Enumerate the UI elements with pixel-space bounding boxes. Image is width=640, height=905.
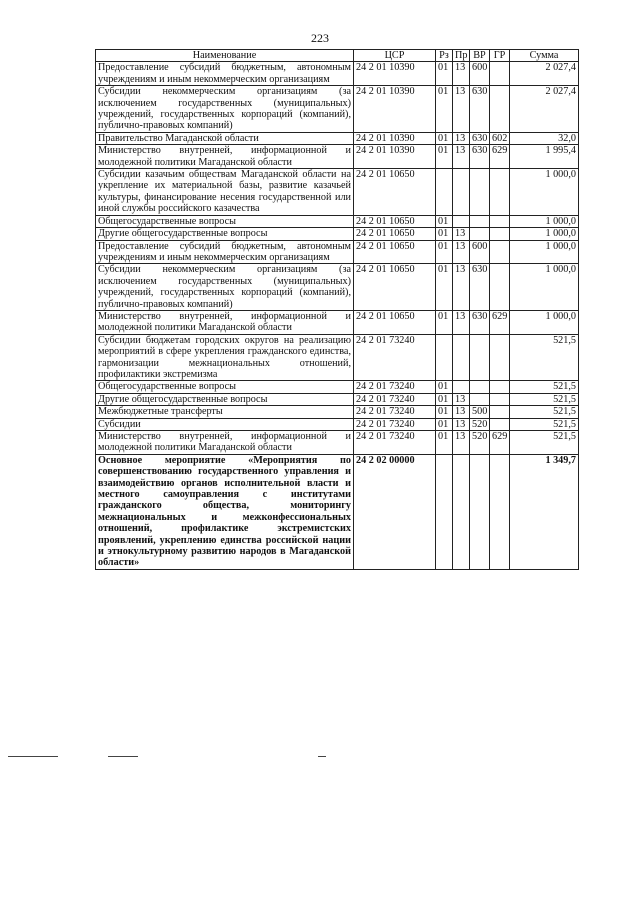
cell-rz: 01	[436, 418, 453, 430]
cell-rz: 01	[436, 145, 453, 169]
cell-vr	[470, 228, 490, 240]
cell-gr	[490, 62, 510, 86]
cell-vr: 630	[470, 145, 490, 169]
cell-pr: 13	[453, 431, 470, 455]
cell-sum: 1 995,4	[510, 145, 579, 169]
cell-vr	[470, 334, 490, 381]
cell-vr	[470, 393, 490, 405]
cell-csr: 24 2 01 10650	[354, 169, 436, 216]
cell-vr: 520	[470, 418, 490, 430]
cell-pr	[453, 454, 470, 569]
cell-gr: 629	[490, 431, 510, 455]
cell-csr: 24 2 01 73240	[354, 393, 436, 405]
cell-pr: 13	[453, 145, 470, 169]
cell-name: Предоставление субсидий бюджетным, автономным учреждениям и иным некоммерческим организациям	[96, 240, 354, 264]
cell-rz	[436, 334, 453, 381]
cell-gr: 602	[490, 132, 510, 144]
cell-sum: 521,5	[510, 334, 579, 381]
table-row	[96, 310, 579, 334]
cell-vr	[470, 454, 490, 569]
cell-csr: 24 2 01 73240	[354, 334, 436, 381]
cell-sum: 1 000,0	[510, 215, 579, 227]
cell-vr: 600	[470, 240, 490, 264]
budget-table	[95, 49, 579, 570]
cell-name: Другие общегосударственные вопросы	[96, 393, 354, 405]
cell-pr: 13	[453, 310, 470, 334]
table-row	[96, 228, 579, 240]
cell-gr	[490, 215, 510, 227]
cell-csr: 24 2 01 10390	[354, 145, 436, 169]
cell-pr	[453, 334, 470, 381]
cell-vr: 520	[470, 431, 490, 455]
cell-name: Субсидии некоммерческим организациям (за исключением государственных (муниципальных) учреждений, государственных корпораций (компаний), публично-правовых компаний)	[96, 264, 354, 311]
cell-name: Министерство внутренней, информационной и молодежной политики Магаданской области	[96, 310, 354, 334]
table-row	[96, 431, 579, 455]
table-row	[96, 454, 579, 569]
table-row	[96, 86, 579, 133]
cell-rz: 01	[436, 215, 453, 227]
table-row	[96, 145, 579, 169]
cell-pr: 13	[453, 132, 470, 144]
cell-csr: 24 2 01 73240	[354, 418, 436, 430]
table-row	[96, 406, 579, 418]
cell-sum: 1 349,7	[510, 454, 579, 569]
cell-name: Общегосударственные вопросы	[96, 215, 354, 227]
footer-rule	[318, 756, 326, 757]
page-number: 223	[311, 31, 329, 45]
table-row	[96, 381, 579, 393]
table-body	[96, 62, 579, 569]
cell-gr	[490, 240, 510, 264]
cell-rz: 01	[436, 86, 453, 133]
header-name: Наименование	[96, 50, 354, 62]
cell-csr: 24 2 01 10650	[354, 310, 436, 334]
table-row	[96, 169, 579, 216]
header-csr: ЦСР	[354, 50, 436, 62]
footer-rule	[108, 756, 138, 757]
cell-gr	[490, 418, 510, 430]
cell-vr: 500	[470, 406, 490, 418]
cell-vr: 630	[470, 86, 490, 133]
cell-vr	[470, 215, 490, 227]
cell-gr	[490, 334, 510, 381]
table-row	[96, 62, 579, 86]
cell-rz	[436, 169, 453, 216]
cell-csr: 24 2 01 10390	[354, 86, 436, 133]
cell-csr: 24 2 01 10650	[354, 215, 436, 227]
cell-pr	[453, 215, 470, 227]
cell-sum: 32,0	[510, 132, 579, 144]
cell-gr	[490, 169, 510, 216]
header-vr: ВР	[470, 50, 490, 62]
cell-gr	[490, 454, 510, 569]
cell-csr: 24 2 01 10390	[354, 62, 436, 86]
cell-name: Предоставление субсидий бюджетным, автономным учреждениям и иным некоммерческим организациям	[96, 62, 354, 86]
cell-sum: 521,5	[510, 431, 579, 455]
cell-vr	[470, 381, 490, 393]
cell-csr: 24 2 01 10650	[354, 264, 436, 311]
table-row	[96, 215, 579, 227]
cell-name: Министерство внутренней, информационной и молодежной политики Магаданской области	[96, 431, 354, 455]
table-header-row	[96, 50, 579, 62]
cell-sum: 521,5	[510, 418, 579, 430]
cell-name: Субсидии бюджетам городских округов на реализацию мероприятий в сфере укрепления гражданского единства, гармонизации межнациональных отношений, профилактики экстремизма	[96, 334, 354, 381]
cell-gr	[490, 86, 510, 133]
header-rz: Рз	[436, 50, 453, 62]
table-row	[96, 393, 579, 405]
cell-sum: 521,5	[510, 406, 579, 418]
cell-sum: 521,5	[510, 393, 579, 405]
cell-pr	[453, 169, 470, 216]
cell-sum: 1 000,0	[510, 169, 579, 216]
cell-vr: 630	[470, 132, 490, 144]
cell-sum: 1 000,0	[510, 240, 579, 264]
cell-gr	[490, 381, 510, 393]
cell-rz: 01	[436, 310, 453, 334]
cell-vr: 630	[470, 310, 490, 334]
cell-name: Субсидии казачьим обществам Магаданской области на укрепление их материальной базы, развитие казачьей культуры, финансирование несения государственной или иной службы российского казачества	[96, 169, 354, 216]
cell-gr	[490, 393, 510, 405]
header-pr: Пр	[453, 50, 470, 62]
cell-rz: 01	[436, 431, 453, 455]
cell-sum: 1 000,0	[510, 264, 579, 311]
table-row	[96, 418, 579, 430]
cell-name: Другие общегосударственные вопросы	[96, 228, 354, 240]
table-row	[96, 132, 579, 144]
cell-name: Субсидии некоммерческим организациям (за исключением государственных (муниципальных) учреждений, государственных корпораций (компаний), публично-правовых компаний)	[96, 86, 354, 133]
cell-name: Правительство Магаданской области	[96, 132, 354, 144]
cell-gr	[490, 228, 510, 240]
cell-sum: 1 000,0	[510, 228, 579, 240]
cell-vr: 630	[470, 264, 490, 311]
cell-vr: 600	[470, 62, 490, 86]
cell-name: Субсидии	[96, 418, 354, 430]
cell-rz	[436, 454, 453, 569]
cell-csr: 24 2 01 10650	[354, 228, 436, 240]
cell-name: Основное мероприятие «Мероприятия по совершенствованию государственного управления и взаимодействию органов исполнительной власти и местного самоуправления с институтами гражданского общества, мониторингу межнациональных и межконфессиональных отношений, профилактике экстремистских проявлений, укреплению единства российской нации и этнокультурному развитию народов в Магаданской области»	[96, 454, 354, 569]
cell-rz: 01	[436, 393, 453, 405]
cell-pr	[453, 381, 470, 393]
cell-pr: 13	[453, 228, 470, 240]
cell-name: Министерство внутренней, информационной и молодежной политики Магаданской области	[96, 145, 354, 169]
cell-vr	[470, 169, 490, 216]
cell-csr: 24 2 01 73240	[354, 406, 436, 418]
header-sum: Сумма	[510, 50, 579, 62]
cell-pr: 13	[453, 86, 470, 133]
footer-rule	[8, 756, 58, 757]
cell-name: Общегосударственные вопросы	[96, 381, 354, 393]
cell-sum: 521,5	[510, 381, 579, 393]
cell-csr: 24 2 01 73240	[354, 381, 436, 393]
cell-rz: 01	[436, 381, 453, 393]
table-row	[96, 334, 579, 381]
cell-rz: 01	[436, 264, 453, 311]
cell-csr: 24 2 01 73240	[354, 431, 436, 455]
cell-pr: 13	[453, 418, 470, 430]
cell-csr: 24 2 02 00000	[354, 454, 436, 569]
cell-pr: 13	[453, 240, 470, 264]
cell-rz: 01	[436, 228, 453, 240]
table-row	[96, 264, 579, 311]
cell-pr: 13	[453, 264, 470, 311]
cell-gr: 629	[490, 145, 510, 169]
header-gr: ГР	[490, 50, 510, 62]
cell-gr	[490, 264, 510, 311]
cell-rz: 01	[436, 240, 453, 264]
cell-rz: 01	[436, 406, 453, 418]
cell-sum: 1 000,0	[510, 310, 579, 334]
cell-gr: 629	[490, 310, 510, 334]
cell-pr: 13	[453, 406, 470, 418]
cell-pr: 13	[453, 393, 470, 405]
table-row	[96, 240, 579, 264]
cell-csr: 24 2 01 10390	[354, 132, 436, 144]
cell-sum: 2 027,4	[510, 86, 579, 133]
cell-rz: 01	[436, 62, 453, 86]
cell-sum: 2 027,4	[510, 62, 579, 86]
cell-name: Межбюджетные трансферты	[96, 406, 354, 418]
cell-gr	[490, 406, 510, 418]
cell-pr: 13	[453, 62, 470, 86]
cell-csr: 24 2 01 10650	[354, 240, 436, 264]
cell-rz: 01	[436, 132, 453, 144]
